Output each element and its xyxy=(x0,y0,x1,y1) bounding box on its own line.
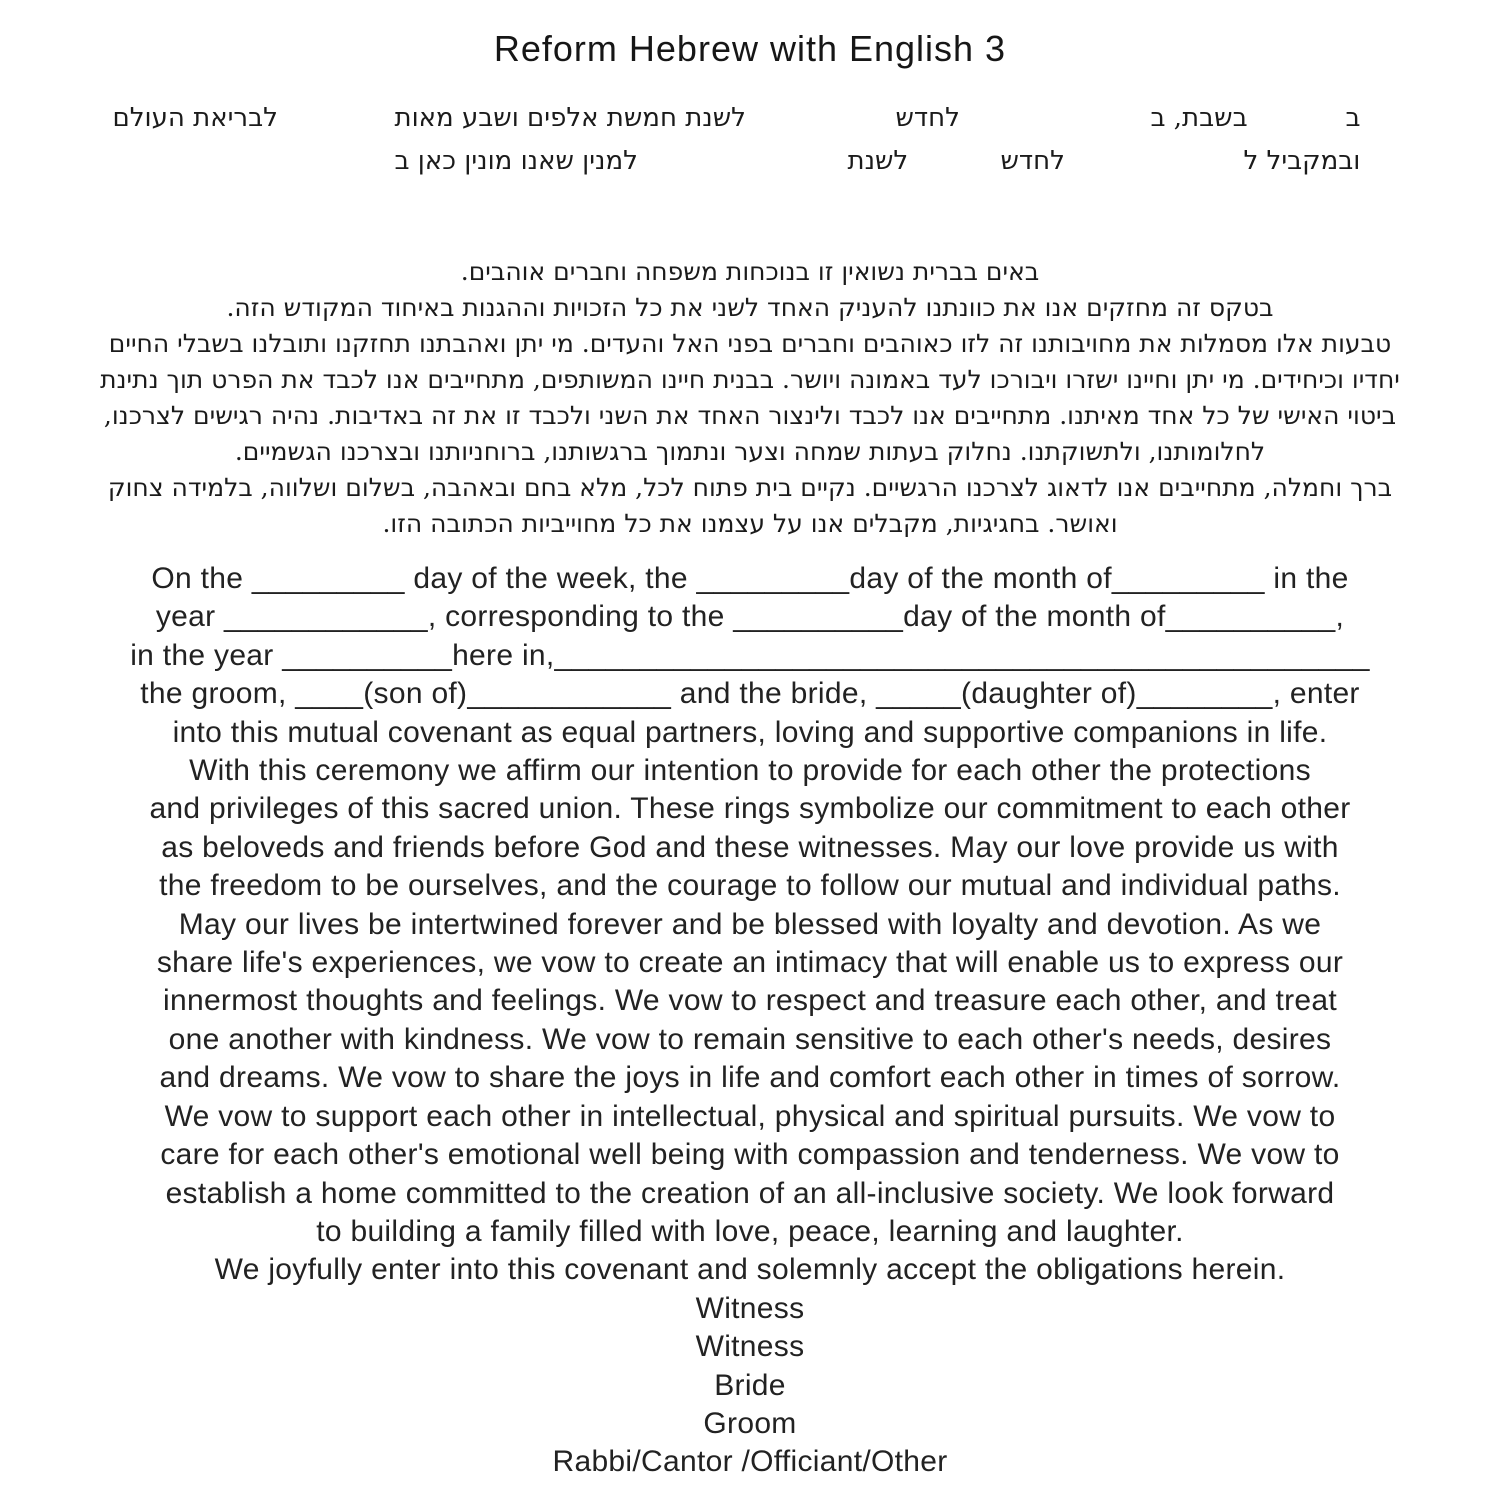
signature-line-witness-1: Witness xyxy=(695,1291,805,1325)
hebrew-covenant-paragraph xyxy=(80,254,1420,542)
english-text-line: innermost thoughts and feelings. We vow to respect and treasure each other, and treat xyxy=(163,984,1337,1018)
hebrew-count-here-label: למנין שאנו מונין כאן ב xyxy=(394,146,638,176)
english-text-line: and privileges of this sacred union. These rings symbolize our commitment to each other xyxy=(149,792,1351,826)
hebrew-paragraph-line: ברך וחמלה, מתחייבים אנו לדאוג לצרכנו הרגשיים. נקיים בית פתוח לכל, מלא בחם ובאהבה, בשלום ושלווה, בלמידה צחוק xyxy=(107,473,1393,502)
signature-line-bride: Bride xyxy=(714,1368,786,1402)
english-date-fill-in-line: On the _________ day of the week, the _________day of the month of_________ in the xyxy=(151,562,1349,595)
english-text-line: into this mutual covenant as equal partners, loving and supportive companions in life. xyxy=(172,715,1328,749)
english-text-line: care for each other's emotional well being with compassion and tenderness. We vow to xyxy=(160,1138,1340,1172)
english-place-fill-in-line: in the year __________here in,________________________________________________ xyxy=(130,638,1370,672)
hebrew-paragraph-line: טבעות אלו מסמלות את מחויבותנו זה לזו כאוהבים וחברים בפני האל והעדים. מי יתן ואהבתנו תחזקנו ותובלנו בשבלי החיים xyxy=(108,329,1392,358)
hebrew-paragraph-line: ביטוי האישי של כל אחד מאיתנו. מתחייבים אנו לכבד ולינצור האחד את השני ולכבד זו את זה באדיבות. נהיה רגישים לצרכנו, xyxy=(103,401,1397,430)
hebrew-day-number-prefix: ב xyxy=(1345,103,1361,133)
english-text-line: With this ceremony we affirm our intention to provide for each other the protections xyxy=(189,754,1311,788)
hebrew-paragraph-line: בטקס זה מחזקים אנו את כוונתנו להעניק האחד לשני את כל הזכויות וההגנות באיחוד המקודש הזה. xyxy=(226,293,1274,322)
signature-line-officiant: Rabbi/Cantor /Officiant/Other xyxy=(552,1445,948,1479)
english-text-line: We vow to support each other in intellectual, physical and spiritual pursuits. We vow to xyxy=(164,1099,1336,1133)
hebrew-bashabbat-label: בשבת, ב xyxy=(1150,103,1248,133)
hebrew-lachodesh-label-row1: לחדש xyxy=(895,103,960,133)
hebrew-date-header xyxy=(0,0,1500,200)
hebrew-paragraph-line: יחדיו וכיחידים. מי יתן וחיינו ישזרו ויבורכו לעד באמונה ויושר. בבנית חיינו המשותפים, מתחייבים אנו לכבד את הפרט תוך נתינת xyxy=(100,365,1400,394)
english-text-line: one another with kindness. We vow to remain sensitive to each other's needs, desires xyxy=(168,1022,1332,1056)
hebrew-paragraph-line: לחלומותנו, ולתשוקתנו. נחלוק בעתות שמחה וצער ונתמוך ברגשותנו, ברוחניותנו ובצרכנו הגשמיים. xyxy=(234,437,1266,466)
english-text-line: share life's experiences, we vow to create an intimacy that will enable us to express our xyxy=(156,946,1344,980)
hebrew-lishnat-label-row2: לשנת xyxy=(847,146,909,176)
hebrew-paragraph-line: באים בברית נשואין זו בנוכחות משפחה וחברים אוהבים. xyxy=(460,257,1040,286)
english-text-line: establish a home committed to the creation of an all-inclusive society. We look forward xyxy=(165,1176,1335,1210)
page-title: Reform Hebrew with English 3 xyxy=(493,28,1007,69)
signature-line-groom: Groom xyxy=(703,1406,797,1440)
hebrew-corresponding-label: ובמקביל ל xyxy=(1243,146,1361,176)
hebrew-paragraph-line: ואושר. בחגיגיות, מקבלים אנו על עצמנו את כל מחוייביות הכתובה הזו. xyxy=(382,509,1118,538)
signature-line-witness-2: Witness xyxy=(695,1330,805,1364)
english-text-line: May our lives be intertwined forever and be blessed with loyalty and devotion. As we xyxy=(178,907,1322,941)
english-names-fill-in-line: the groom, ____(son of)____________ and the bride, _____(daughter of)________, enter xyxy=(140,677,1360,711)
english-text-line: as beloveds and friends before God and these witnesses. May our love provide us with xyxy=(161,830,1339,864)
english-text-line: the freedom to be ourselves, and the courage to follow our mutual and individual paths. xyxy=(159,869,1341,903)
english-covenant-text xyxy=(60,560,1440,1482)
english-text-line: and dreams. We vow to share the joys in life and comfort each other in times of sorrow. xyxy=(159,1061,1341,1095)
english-text-line: to building a family filled with love, peace, learning and laughter. xyxy=(316,1214,1184,1248)
english-text-line: We joyfully enter into this covenant and solemnly accept the obligations herein. xyxy=(214,1253,1286,1287)
english-date-fill-in-line: year ____________, corresponding to the __________day of the month of__________, xyxy=(155,600,1345,634)
hebrew-lachodesh-label-row2: לחדש xyxy=(1000,146,1065,176)
hebrew-year-five-thousand-label: לשנת חמשת אלפים ושבע מאות xyxy=(394,103,746,133)
hebrew-creation-of-world-label: לבריאת העולם xyxy=(112,103,278,133)
